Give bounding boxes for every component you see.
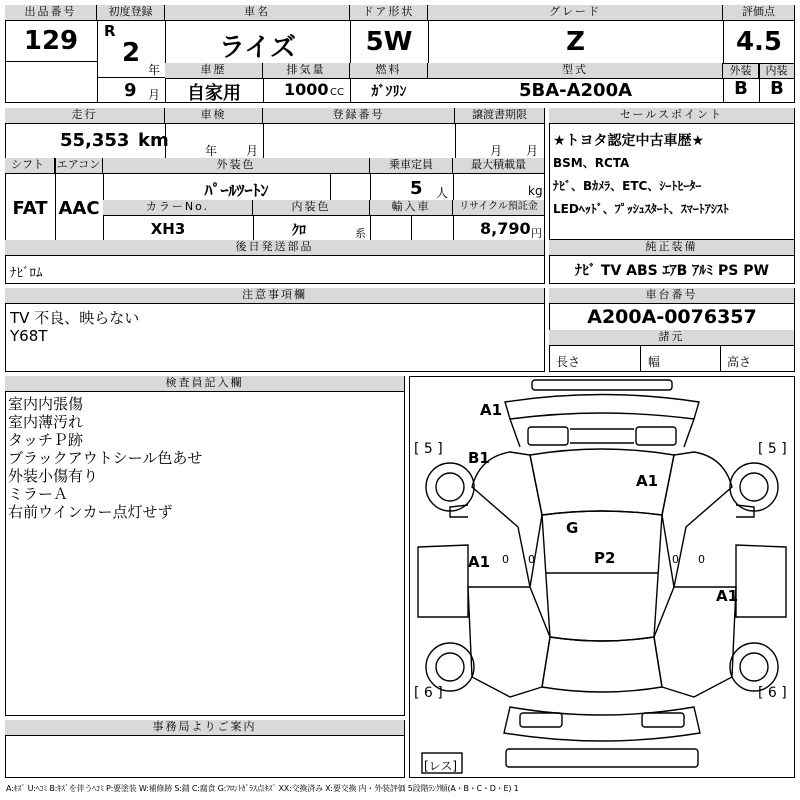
tire-front-left: [ 5 ] bbox=[414, 441, 443, 457]
door-type: 5W bbox=[365, 27, 413, 57]
recycle-label: リサイクル預託金 bbox=[453, 200, 545, 216]
aircon: AAC bbox=[58, 198, 100, 219]
transfer-day-unit: 月 bbox=[526, 144, 539, 158]
width-label: 幅 bbox=[648, 355, 661, 369]
rating-label: 評価点 bbox=[723, 5, 795, 21]
genuine-equipment: ﾅﾋﾞ TV ABS ｴｱB ｱﾙﾐ PS PW bbox=[575, 263, 769, 279]
inspector-note-4: ブラックアウトシール色あせ bbox=[8, 449, 203, 467]
mileage-label: 走行 bbox=[5, 108, 165, 124]
sales-point-1: ★トヨタ認定中古車歴★ bbox=[553, 133, 705, 149]
history: 自家用 bbox=[187, 83, 241, 104]
era: R bbox=[104, 22, 116, 40]
sales-point-2: BSM、RCTA bbox=[553, 156, 630, 170]
ext-color: ﾊﾟｰﾙﾂｰﾄﾝ bbox=[204, 181, 269, 200]
later-parts-label: 後日発送部品 bbox=[5, 240, 545, 256]
color-no-label: カラーNo. bbox=[103, 200, 253, 216]
cc-unit: CC bbox=[330, 87, 344, 98]
fuel-label: 燃料 bbox=[350, 63, 428, 79]
model-name: ライズ bbox=[219, 33, 296, 63]
notes-label: 注意事項欄 bbox=[5, 288, 545, 304]
inspector-note-3: タッチＰ跡 bbox=[8, 431, 84, 449]
inspection-year-unit: 年 bbox=[205, 144, 218, 158]
exterior-grade: B bbox=[734, 78, 748, 99]
damage-mark-left-side: A1 bbox=[468, 553, 491, 571]
first-reg-label: 初度登録 bbox=[97, 5, 165, 21]
damage-mark-roof: P2 bbox=[594, 549, 616, 567]
color-no: XH3 bbox=[150, 220, 186, 238]
shift-label: シフト bbox=[5, 158, 55, 174]
lot-no-label: 出品番号 bbox=[5, 5, 97, 21]
damage-mark-front-left: B1 bbox=[468, 449, 490, 467]
later-parts: ﾅﾋﾞﾛﾑ bbox=[10, 266, 43, 281]
zero-2: 0 bbox=[528, 553, 535, 566]
lot-no: 129 bbox=[23, 26, 79, 56]
tire-front-right: [ 5 ] bbox=[758, 441, 787, 457]
tire-rear-right: [ 6 ] bbox=[758, 685, 787, 701]
int-color-label: 内装色 bbox=[253, 200, 370, 216]
interior-grade: B bbox=[770, 78, 784, 99]
car-outline bbox=[410, 377, 794, 777]
month-unit: 月 bbox=[148, 88, 161, 102]
damage-mark-right-side: A1 bbox=[716, 587, 739, 605]
door-label: ドア形状 bbox=[350, 5, 428, 21]
reg-no-label: 登録番号 bbox=[263, 108, 455, 124]
transfer-label: 譲渡書期限 bbox=[455, 108, 545, 124]
import-label: 輸入車 bbox=[370, 200, 453, 216]
year-unit: 年 bbox=[148, 63, 161, 77]
chassis-label: 車台番号 bbox=[549, 288, 795, 304]
grade: Z bbox=[566, 27, 585, 57]
damage-mark-windshield: G bbox=[566, 519, 579, 537]
sales-points-block bbox=[549, 108, 795, 240]
office-label: 事務局よりご案内 bbox=[5, 720, 405, 736]
history-label: 車歴 bbox=[165, 63, 263, 79]
capacity: 5 bbox=[410, 178, 423, 199]
zero-1: 0 bbox=[502, 553, 509, 566]
note-2: Y68T bbox=[10, 327, 48, 345]
model-name-label: 車名 bbox=[165, 5, 350, 21]
inspector-note-1: 室内内張傷 bbox=[8, 395, 84, 413]
chassis-no: A200A-0076357 bbox=[587, 306, 757, 328]
zero-3: 0 bbox=[672, 553, 679, 566]
inspection-label: 車検 bbox=[165, 108, 263, 124]
inspector-note-7: 右前ウインカー点灯せず bbox=[8, 503, 173, 521]
damage-mark-front-right: A1 bbox=[636, 472, 659, 490]
reg-year: 2 bbox=[122, 38, 141, 68]
aircon-label: エアコン bbox=[55, 158, 103, 174]
displacement: 1000 bbox=[284, 80, 329, 99]
exterior-label: 外装 bbox=[723, 63, 759, 79]
sales-point-4: LEDﾍｯﾄﾞ、ﾌﾟｯｼｭｽﾀｰﾄ、ｽﾏｰﾄｱｼｽﾄ bbox=[553, 202, 729, 216]
interior-label: 内装 bbox=[759, 63, 795, 79]
inspection-month-unit: 月 bbox=[246, 144, 259, 158]
spare-tire: [レス] bbox=[424, 759, 458, 773]
legend: A:ｷｽﾞ U:ﾍｺﾐ B:ｷｽﾞを伴うﾍｺﾐ P:要塗装 W:補修跡 S:錆 C:腐食 G:ﾌﾛﾝﾄｶﾞﾗｽ点ｷｽﾞ XX:交換済み X:要交換 内・外装評価 5段階ﾗﾝｸ順(A・B・C・D・E) 1 bbox=[6, 784, 519, 793]
max-load-label: 最大積載量 bbox=[453, 158, 545, 174]
inspector-note-2: 室内薄汚れ bbox=[8, 413, 84, 431]
inspector-label: 検査員記入欄 bbox=[5, 376, 405, 392]
transfer-month-unit: 月 bbox=[490, 144, 503, 158]
ext-color-label: 外装色 bbox=[103, 158, 370, 174]
km-unit: km bbox=[138, 130, 169, 151]
recycle-fee: 8,790 bbox=[480, 219, 531, 238]
capacity-label: 乗車定員 bbox=[370, 158, 453, 174]
model-code-label: 型式 bbox=[428, 63, 723, 79]
note-1: TV 不良、映らない bbox=[10, 309, 140, 327]
sales-points-label: セールスポイント bbox=[549, 108, 795, 124]
kei-unit: 系 bbox=[355, 227, 366, 240]
rating: 4.5 bbox=[735, 27, 783, 57]
height-label: 高さ bbox=[727, 355, 752, 369]
inspector-note-5: 外装小傷有り bbox=[8, 467, 99, 485]
fuel: ｶﾞｿﾘﾝ bbox=[371, 84, 407, 100]
dims-label: 諸元 bbox=[549, 330, 795, 346]
mileage: 55,353 bbox=[60, 130, 130, 151]
kg-unit: kg bbox=[528, 184, 543, 198]
displacement-label: 排気量 bbox=[263, 63, 350, 79]
model-code: 5BA-A200A bbox=[518, 80, 633, 101]
tire-rear-left: [ 6 ] bbox=[414, 685, 443, 701]
persons-unit: 人 bbox=[436, 186, 449, 200]
damage-mark-hood: A1 bbox=[480, 401, 503, 419]
length-label: 長さ bbox=[556, 355, 581, 369]
yen-unit: 円 bbox=[531, 227, 542, 240]
car-diagram bbox=[409, 376, 795, 778]
inspector-note-6: ミラーＡ bbox=[8, 485, 69, 503]
zero-4: 0 bbox=[698, 553, 705, 566]
sales-point-3: ﾅﾋﾞ、Bｶﾒﾗ、ETC、ｼｰﾄﾋｰﾀｰ bbox=[553, 179, 702, 193]
int-color: ｸﾛ bbox=[292, 223, 306, 239]
shift: FAT bbox=[12, 198, 48, 219]
genuine-label: 純正装備 bbox=[549, 240, 795, 256]
grade-label: グレード bbox=[428, 5, 723, 21]
reg-month: 9 bbox=[124, 80, 137, 101]
